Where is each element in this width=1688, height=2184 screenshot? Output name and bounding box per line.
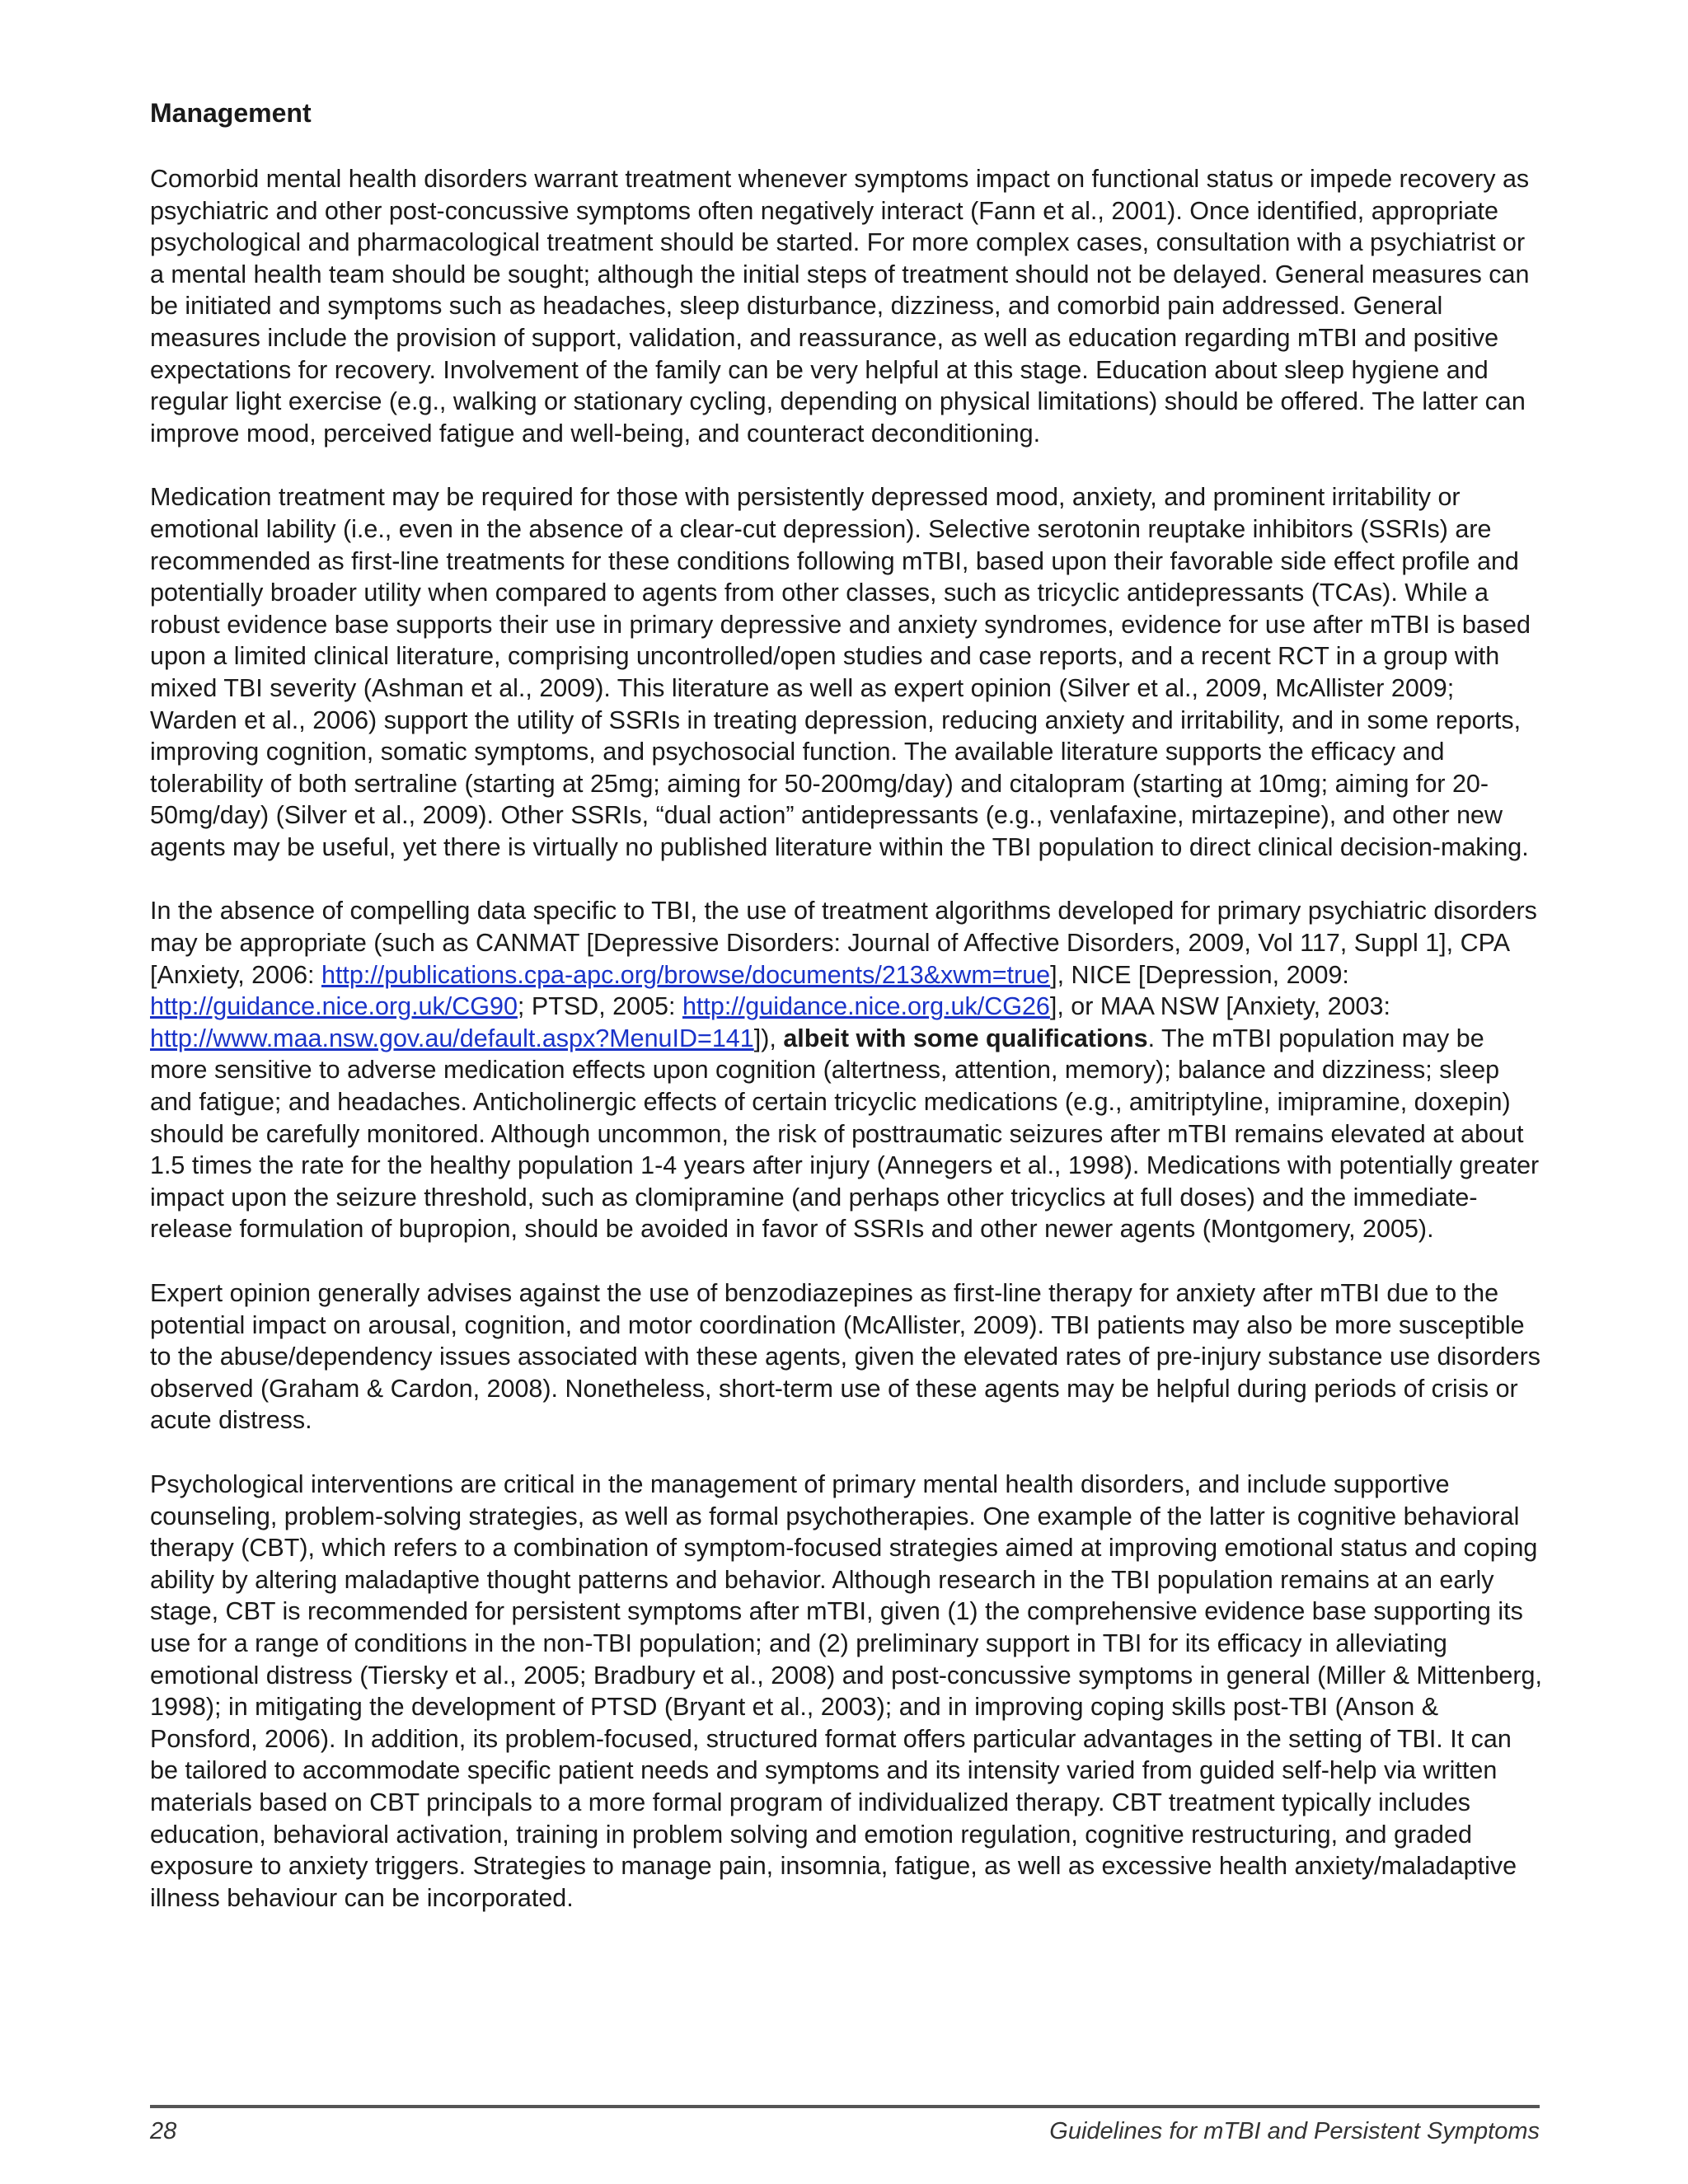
maa-nsw-link[interactable]: http://www.maa.nsw.gov.au/default.aspx?MenuID=141 — [150, 1024, 754, 1052]
paragraph-text: ], NICE [Depression, 2009: — [1050, 960, 1349, 989]
page-footer — [150, 2118, 1540, 2145]
document-title: Guidelines for mTBI and Persistent Symptoms — [1049, 2118, 1540, 2144]
paragraph-general-measures: Comorbid mental health disorders warrant treatment whenever symptoms impact on functional status or impede recovery as psychiatric and other post-concussive symptoms often negatively interact (Fann et al., 2001). Once identified, appropriate psychological and pharmacological treatment should be started. For more complex cases, consultation with a psychiatrist or a mental health team should be sought; although the initial steps of treatment should not be delayed. General measures can be initiated and symptoms such as headaches, sleep disturbance, dizziness, and comorbid pain addressed. General measures include the provision of support, validation, and reassurance, as well as education regarding mTBI and positive expectations for recovery. Involvement of the family can be very helpful at this stage. Education about sleep hygiene and regular light exercise (e.g., walking or stationary cycling, depending on physical limitations) should be offered. The latter can improve mood, perceived fatigue and well-being, and counteract deconditioning. — [150, 165, 1530, 448]
paragraph-text: ]), — [753, 1024, 784, 1052]
document-page — [150, 97, 1543, 1946]
paragraph-text: . The mTBI population may be more sensitive to adverse medication effects upon cognition (altertness, attention, memory); balance and dizziness; sleep and fatigue; and headaches. Anticholinergic effects of certain tricyclic medications (e.g., amitriptyline, imipramine, doxepin) should be carefully monitored. Although uncommon, the risk of posttraumatic seizures after mTBI remains elevated at about 1.5 times the rate for the healthy population 1-4 years after injury (Annegers et al., 1998). Medications with potentially greater impact upon the seizure threshold, such as clomipramine (and perhaps other tricyclics at full doses) and the immediate-release formulation of bupropion, should be avoided in favor of SSRIs and other newer agents (Montgomery, 2005). — [150, 1024, 1540, 1244]
paragraph-text: In the absence of compelling data specific to TBI, the use of treatment algorithms developed for primary psychiatric disorders may be appropriate (such as CANMAT [Depressive Disorders: Journal of Affective Disorders, 2009, Vol 117, Suppl 1], CPA [Anxiety, 2006: — [150, 897, 1537, 989]
paragraph-psychological-interventions: Psychological interventions are critical in the management of primary mental health disorders, and include supportive counseling, problem-solving strategies, as well as formal psychotherapies. One example of the latter is cognitive behavioral therapy (CBT), which refers to a combination of symptom-focused strategies aimed at improving emotional status and coping ability by altering maladaptive thought patterns and behavior. Although research in the TBI population remains at an early stage, CBT is recommended for persistent symptoms after mTBI, given (1) the comprehensive evidence base supporting its use for a range of conditions in the non-TBI population; and (2) preliminary support in TBI for its efficacy in alleviating emotional distress (Tiersky et al., 2005; Bradbury et al., 2008) and post-concussive symptoms in general (Miller & Mittenberg, 1998); in mitigating the development of PTSD (Bryant et al., 2003); and in improving coping skills post-TBI (Anson & Ponsford, 2006). In addition, its problem-focused, structured format offers particular advantages in the setting of TBI. It can be tailored to accommodate specific patient needs and symptoms and its intensity varied from guided self-help via written materials based on CBT principals to a more formal program of individualized therapy. CBT treatment typically includes education, behavioral activation, training in problem solving and emotion regulation, cognitive restructuring, and graded exposure to anxiety triggers. Strategies to manage pain, insomnia, fatigue, as well as excessive health anxiety/maladaptive illness behaviour can be incorporated. — [150, 1469, 1542, 1912]
cpa-link[interactable]: http://publications.cpa-apc.org/browse/documents/213&xwm=true — [321, 960, 1051, 989]
nice-cg90-link[interactable]: http://guidance.nice.org.uk/CG90 — [150, 992, 518, 1021]
footer-divider — [150, 2105, 1540, 2108]
nice-cg26-link[interactable]: http://guidance.nice.org.uk/CG26 — [682, 992, 1050, 1021]
paragraph-medication-treatment: Medication treatment may be required for those with persistently depressed mood, anxiety, and prominent irritability or emotional lability (i.e., even in the absence of a clear-cut depression). Selective serotonin reuptake inhibitors (SSRIs) are recommended as first-line treatments for these conditions following mTBI, based upon their favorable side effect profile and potentially broader utility when compared to agents from other classes, such as tricyclic antidepressants (TCAs). While a robust evidence base supports their use in primary depressive and anxiety syndromes, evidence for use after mTBI is based upon a limited clinical literature, comprising uncontrolled/open studies and case reports, and a recent RCT in a group with mixed TBI severity (Ashman et al., 2009). This literature as well as expert opinion (Silver et al., 2009, McAllister 2009; Warden et al., 2006) support the utility of SSRIs in treating depression, reducing anxiety and irritability, and in some reports, improving cognition, somatic symptoms, and psychosocial function. The available literature supports the efficacy and tolerability of both sertraline (starting at 25mg; aiming for 50-200mg/day) and citalopram (starting at 10mg; aiming for 20-50mg/day) (Silver et al., 2009). Other SSRIs, “dual action” antidepressants (e.g., venlafaxine, mirtazepine), and other new agents may be useful, yet there is virtually no published literature within the TBI population to direct clinical decision-making. — [150, 483, 1531, 861]
paragraph-text: ; PTSD, 2005: — [517, 992, 682, 1021]
section-heading: Management — [150, 98, 312, 128]
bold-qualification: albeit with some qualifications — [783, 1024, 1148, 1052]
paragraph-treatment-algorithms — [150, 895, 1543, 1245]
paragraph-benzodiazepines: Expert opinion generally advises against the use of benzodiazepines as first-line therapy for anxiety after mTBI due to the potential impact on arousal, cognition, and motor coordination (McAllister, 2009). TBI patients may also be more susceptible to the abuse/dependency issues associated with these agents, given the elevated rates of pre-injury substance use disorders observed (Graham & Cardon, 2008). Nonetheless, short-term use of these agents may be helpful during periods of crisis or acute distress. — [150, 1279, 1541, 1435]
paragraph-text: ], or MAA NSW [Anxiety, 2003: — [1049, 992, 1390, 1021]
page-number: 28 — [150, 2118, 177, 2144]
